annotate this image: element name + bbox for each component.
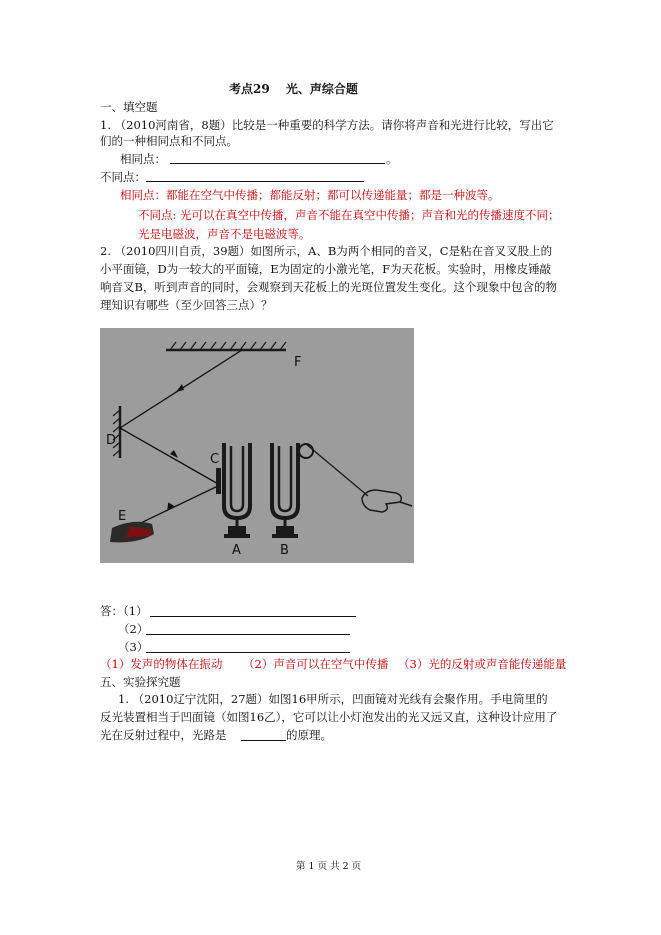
answer-difference-line-2: 光是电磁波，声音不是电磁波等。 [138, 227, 311, 241]
answer-3-text: （3）光的反射或声音能传递能量 [398, 657, 567, 671]
answer-blank-3[interactable] [146, 652, 350, 653]
question-2-line-4: 理知识有哪些（至少回答三点）？ [100, 298, 273, 312]
label-d: D [106, 433, 117, 448]
question-5-line-3b: 的原理。 [286, 728, 332, 742]
question-2-line-1: 2. （2010四川自贡，39题）如图所示，A、B为两个相同的音叉，C是粘在音叉叉股上的 [100, 244, 553, 258]
answer-label-1: 答：（1） [100, 604, 148, 618]
question-2-line-3: 响音叉B，听到声音的同时，会观察到天花板上的光斑位置发生变化。这个现象中包含的物 [100, 280, 557, 294]
small-mirror-c [216, 468, 221, 494]
difference-label: 不同点： [100, 170, 146, 184]
question-5-line-2: 反光装置相当于凹面镜（如图16乙），它可以让小灯泡发出的光又远又直，这种设计应用了 [100, 710, 558, 724]
light-path-blank[interactable] [241, 740, 286, 741]
answer-label-2: （2） [118, 622, 149, 636]
label-b: B [280, 543, 289, 558]
figure-drawing [100, 328, 414, 563]
difference-blank[interactable] [146, 181, 364, 182]
question-1-line-2: 们的一种相同点和不同点。 [100, 134, 238, 148]
same-point-blank[interactable] [170, 163, 385, 164]
question-2-line-2: 小平面镜，D为一较大的平面镜，E为固定的小激光笔，F为天花板。实验时，用橡皮锤敲 [100, 262, 552, 276]
answer-blank-1[interactable] [150, 616, 356, 617]
label-c: C [210, 452, 220, 467]
answer-2-text: （2）声音可以在空气中传播 [243, 657, 389, 671]
answer-same-points: 相同点：都能在空气中传播；都能反射；都可以传递能量；都是一种波等。 [120, 188, 500, 202]
page-title: 考点29 光、声综合题 [229, 82, 358, 96]
label-a: A [232, 543, 241, 558]
section-heading-fill-blank: 一、填空题 [100, 100, 158, 114]
answer-difference-line-1: 不同点: 光可以在真空中传播，声音不能在真空中传播；声音和光的传播速度不同； [138, 208, 560, 222]
question-5-line-3a: 光在反射过程中，光路是 [100, 728, 227, 742]
answer-label-3: （3） [118, 640, 149, 654]
question-5-line-1: 1. （2010辽宁沈阳，27题）如图16甲所示，凹面镜对光线有会聚作用。手电筒里的 [118, 692, 548, 706]
page-footer: 第 1 页 共 2 页 [296, 861, 362, 872]
label-f: F [294, 355, 302, 370]
same-point-period: 。 [386, 152, 398, 166]
answer-blank-2[interactable] [146, 634, 350, 635]
same-point-label: 相同点： [120, 152, 166, 166]
section-heading-experiment: 五、实验探究题 [100, 675, 181, 689]
question-1-line-1: 1. （2010河南省，8题）比较是一种重要的科学方法。请你将声音和光进行比较，写出它 [100, 118, 554, 132]
tuning-fork-laser-figure [100, 328, 414, 563]
answer-1-text: （1）发声的物体在振动 [100, 657, 223, 671]
label-e: E [118, 509, 127, 524]
